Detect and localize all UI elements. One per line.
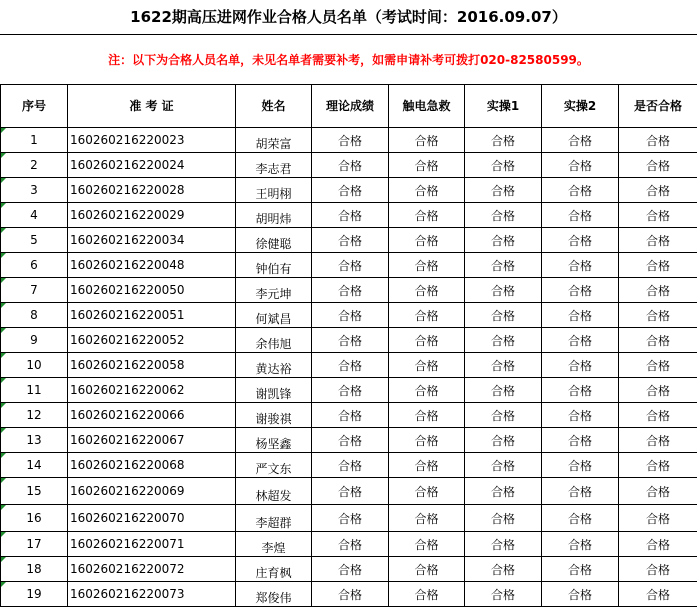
practice1-cell: 合格 bbox=[465, 403, 542, 428]
practice1-cell: 合格 bbox=[465, 505, 542, 532]
name-cell: 李超群 bbox=[236, 505, 312, 532]
seq-cell: 14 bbox=[1, 453, 68, 478]
practice2-cell: 合格 bbox=[542, 303, 619, 328]
electric-cell: 合格 bbox=[389, 478, 465, 505]
pass-cell: 合格 bbox=[619, 378, 697, 403]
header-row bbox=[1, 85, 697, 128]
electric-cell: 合格 bbox=[389, 582, 465, 607]
exam-no-cell: 160260216220069 bbox=[68, 478, 236, 505]
theory-cell: 合格 bbox=[312, 378, 389, 403]
header-seq: 序号 bbox=[1, 85, 68, 128]
page-title: 1622期高压进网作业合格人员名单（考试时间：2016.09.07） bbox=[130, 8, 567, 26]
seq-cell: 17 bbox=[1, 532, 68, 557]
name-cell: 胡荣富 bbox=[236, 128, 312, 153]
seq-cell: 6 bbox=[1, 253, 68, 278]
electric-cell: 合格 bbox=[389, 128, 465, 153]
electric-cell: 合格 bbox=[389, 557, 465, 582]
table-row bbox=[1, 557, 697, 582]
results-table bbox=[0, 84, 697, 607]
practice2-cell: 合格 bbox=[542, 428, 619, 453]
notice-text: 注：以下为合格人员名单，未见名单者需要补考，如需申请补考可拨打020-82580599。 bbox=[0, 34, 697, 84]
practice1-cell: 合格 bbox=[465, 153, 542, 178]
theory-cell: 合格 bbox=[312, 403, 389, 428]
practice1-cell: 合格 bbox=[465, 228, 542, 253]
table-row bbox=[1, 228, 697, 253]
electric-cell: 合格 bbox=[389, 505, 465, 532]
practice2-cell: 合格 bbox=[542, 557, 619, 582]
theory-cell: 合格 bbox=[312, 505, 389, 532]
exam-no-cell: 160260216220052 bbox=[68, 328, 236, 353]
practice2-cell: 合格 bbox=[542, 478, 619, 505]
exam-no-cell: 160260216220067 bbox=[68, 428, 236, 453]
seq-cell: 2 bbox=[1, 153, 68, 178]
table-row bbox=[1, 505, 697, 532]
pass-cell: 合格 bbox=[619, 453, 697, 478]
exam-no-cell: 160260216220070 bbox=[68, 505, 236, 532]
theory-cell: 合格 bbox=[312, 557, 389, 582]
practice2-cell: 合格 bbox=[542, 128, 619, 153]
seq-cell: 11 bbox=[1, 378, 68, 403]
practice2-cell: 合格 bbox=[542, 278, 619, 303]
practice1-cell: 合格 bbox=[465, 203, 542, 228]
seq-cell: 5 bbox=[1, 228, 68, 253]
practice1-cell: 合格 bbox=[465, 453, 542, 478]
header-pass: 是否合格 bbox=[619, 85, 697, 128]
exam-no-cell: 160260216220034 bbox=[68, 228, 236, 253]
exam-no-cell: 160260216220066 bbox=[68, 403, 236, 428]
electric-cell: 合格 bbox=[389, 178, 465, 203]
seq-cell: 16 bbox=[1, 505, 68, 532]
seq-cell: 10 bbox=[1, 353, 68, 378]
theory-cell: 合格 bbox=[312, 228, 389, 253]
name-cell: 庄育枫 bbox=[236, 557, 312, 582]
exam-no-cell: 160260216220072 bbox=[68, 557, 236, 582]
practice2-cell: 合格 bbox=[542, 228, 619, 253]
name-cell: 黄达裕 bbox=[236, 353, 312, 378]
electric-cell: 合格 bbox=[389, 378, 465, 403]
name-cell: 谢骏祺 bbox=[236, 403, 312, 428]
theory-cell: 合格 bbox=[312, 328, 389, 353]
table-row bbox=[1, 153, 697, 178]
pass-cell: 合格 bbox=[619, 428, 697, 453]
pass-cell: 合格 bbox=[619, 403, 697, 428]
electric-cell: 合格 bbox=[389, 278, 465, 303]
practice2-cell: 合格 bbox=[542, 353, 619, 378]
theory-cell: 合格 bbox=[312, 303, 389, 328]
name-cell: 郑俊伟 bbox=[236, 582, 312, 607]
table-row bbox=[1, 328, 697, 353]
pass-cell: 合格 bbox=[619, 505, 697, 532]
practice2-cell: 合格 bbox=[542, 203, 619, 228]
table-row bbox=[1, 203, 697, 228]
practice1-cell: 合格 bbox=[465, 478, 542, 505]
electric-cell: 合格 bbox=[389, 453, 465, 478]
pass-cell: 合格 bbox=[619, 532, 697, 557]
pass-cell: 合格 bbox=[619, 278, 697, 303]
table-row bbox=[1, 428, 697, 453]
header-practice1: 实操1 bbox=[465, 85, 542, 128]
header-name: 姓名 bbox=[236, 85, 312, 128]
table-row bbox=[1, 353, 697, 378]
name-cell: 李元坤 bbox=[236, 278, 312, 303]
table-row bbox=[1, 403, 697, 428]
practice2-cell: 合格 bbox=[542, 532, 619, 557]
theory-cell: 合格 bbox=[312, 253, 389, 278]
name-cell: 谢凯锋 bbox=[236, 378, 312, 403]
theory-cell: 合格 bbox=[312, 428, 389, 453]
practice1-cell: 合格 bbox=[465, 557, 542, 582]
theory-cell: 合格 bbox=[312, 178, 389, 203]
exam-no-cell: 160260216220062 bbox=[68, 378, 236, 403]
practice1-cell: 合格 bbox=[465, 278, 542, 303]
name-cell: 钟伯有 bbox=[236, 253, 312, 278]
table-row bbox=[1, 253, 697, 278]
seq-cell: 7 bbox=[1, 278, 68, 303]
electric-cell: 合格 bbox=[389, 253, 465, 278]
theory-cell: 合格 bbox=[312, 278, 389, 303]
exam-no-cell: 160260216220024 bbox=[68, 153, 236, 178]
seq-cell: 1 bbox=[1, 128, 68, 153]
pass-cell: 合格 bbox=[619, 353, 697, 378]
theory-cell: 合格 bbox=[312, 203, 389, 228]
table-row bbox=[1, 178, 697, 203]
table-row bbox=[1, 582, 697, 607]
name-cell: 李志君 bbox=[236, 153, 312, 178]
exam-no-cell: 160260216220051 bbox=[68, 303, 236, 328]
name-cell: 林超发 bbox=[236, 478, 312, 505]
name-cell: 胡明炜 bbox=[236, 203, 312, 228]
practice2-cell: 合格 bbox=[542, 582, 619, 607]
exam-no-cell: 160260216220023 bbox=[68, 128, 236, 153]
practice2-cell: 合格 bbox=[542, 153, 619, 178]
practice2-cell: 合格 bbox=[542, 328, 619, 353]
practice1-cell: 合格 bbox=[465, 303, 542, 328]
practice2-cell: 合格 bbox=[542, 253, 619, 278]
exam-no-cell: 160260216220029 bbox=[68, 203, 236, 228]
seq-cell: 12 bbox=[1, 403, 68, 428]
electric-cell: 合格 bbox=[389, 203, 465, 228]
seq-cell: 19 bbox=[1, 582, 68, 607]
name-cell: 徐健聪 bbox=[236, 228, 312, 253]
table-body bbox=[1, 128, 697, 607]
name-cell: 李煌 bbox=[236, 532, 312, 557]
pass-cell: 合格 bbox=[619, 303, 697, 328]
header-electric: 触电急救 bbox=[389, 85, 465, 128]
header-exam-no: 准 考 证 bbox=[68, 85, 236, 128]
electric-cell: 合格 bbox=[389, 403, 465, 428]
electric-cell: 合格 bbox=[389, 303, 465, 328]
name-cell: 严文东 bbox=[236, 453, 312, 478]
electric-cell: 合格 bbox=[389, 353, 465, 378]
pass-cell: 合格 bbox=[619, 128, 697, 153]
pass-cell: 合格 bbox=[619, 557, 697, 582]
exam-no-cell: 160260216220028 bbox=[68, 178, 236, 203]
practice1-cell: 合格 bbox=[465, 378, 542, 403]
table-row bbox=[1, 303, 697, 328]
practice1-cell: 合格 bbox=[465, 428, 542, 453]
electric-cell: 合格 bbox=[389, 328, 465, 353]
exam-no-cell: 160260216220050 bbox=[68, 278, 236, 303]
practice1-cell: 合格 bbox=[465, 128, 542, 153]
exam-no-cell: 160260216220058 bbox=[68, 353, 236, 378]
pass-cell: 合格 bbox=[619, 203, 697, 228]
pass-cell: 合格 bbox=[619, 253, 697, 278]
exam-no-cell: 160260216220048 bbox=[68, 253, 236, 278]
pass-cell: 合格 bbox=[619, 328, 697, 353]
electric-cell: 合格 bbox=[389, 153, 465, 178]
theory-cell: 合格 bbox=[312, 453, 389, 478]
practice2-cell: 合格 bbox=[542, 505, 619, 532]
seq-cell: 3 bbox=[1, 178, 68, 203]
table-row bbox=[1, 278, 697, 303]
practice1-cell: 合格 bbox=[465, 178, 542, 203]
pass-cell: 合格 bbox=[619, 153, 697, 178]
theory-cell: 合格 bbox=[312, 153, 389, 178]
name-cell: 何斌昌 bbox=[236, 303, 312, 328]
table-row bbox=[1, 128, 697, 153]
practice2-cell: 合格 bbox=[542, 178, 619, 203]
table-row bbox=[1, 453, 697, 478]
table-row bbox=[1, 532, 697, 557]
seq-cell: 13 bbox=[1, 428, 68, 453]
header-practice2: 实操2 bbox=[542, 85, 619, 128]
practice2-cell: 合格 bbox=[542, 453, 619, 478]
seq-cell: 15 bbox=[1, 478, 68, 505]
electric-cell: 合格 bbox=[389, 228, 465, 253]
pass-cell: 合格 bbox=[619, 478, 697, 505]
pass-cell: 合格 bbox=[619, 582, 697, 607]
table-row bbox=[1, 478, 697, 505]
practice1-cell: 合格 bbox=[465, 253, 542, 278]
seq-cell: 9 bbox=[1, 328, 68, 353]
electric-cell: 合格 bbox=[389, 428, 465, 453]
practice1-cell: 合格 bbox=[465, 582, 542, 607]
theory-cell: 合格 bbox=[312, 353, 389, 378]
exam-no-cell: 160260216220073 bbox=[68, 582, 236, 607]
exam-no-cell: 160260216220068 bbox=[68, 453, 236, 478]
name-cell: 王明栩 bbox=[236, 178, 312, 203]
theory-cell: 合格 bbox=[312, 128, 389, 153]
table-row bbox=[1, 378, 697, 403]
seq-cell: 4 bbox=[1, 203, 68, 228]
theory-cell: 合格 bbox=[312, 532, 389, 557]
practice1-cell: 合格 bbox=[465, 532, 542, 557]
exam-no-cell: 160260216220071 bbox=[68, 532, 236, 557]
header-theory: 理论成绩 bbox=[312, 85, 389, 128]
theory-cell: 合格 bbox=[312, 478, 389, 505]
practice1-cell: 合格 bbox=[465, 328, 542, 353]
pass-cell: 合格 bbox=[619, 228, 697, 253]
practice1-cell: 合格 bbox=[465, 353, 542, 378]
practice2-cell: 合格 bbox=[542, 378, 619, 403]
theory-cell: 合格 bbox=[312, 582, 389, 607]
electric-cell: 合格 bbox=[389, 532, 465, 557]
seq-cell: 18 bbox=[1, 557, 68, 582]
name-cell: 杨坚鑫 bbox=[236, 428, 312, 453]
name-cell: 余伟旭 bbox=[236, 328, 312, 353]
seq-cell: 8 bbox=[1, 303, 68, 328]
practice2-cell: 合格 bbox=[542, 403, 619, 428]
pass-cell: 合格 bbox=[619, 178, 697, 203]
